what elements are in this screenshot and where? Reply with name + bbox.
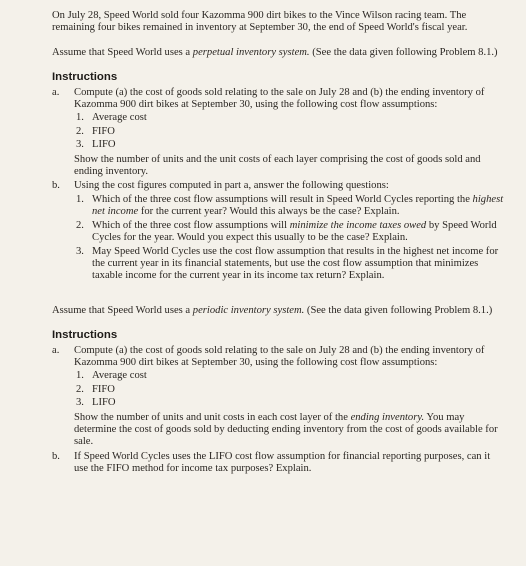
- question-note: [74, 412, 506, 449]
- intro-text: On July 28, Speed World sold four Kazomma 900 dirt bikes to the Vince Wilson racing team. The remaining four bikes remained in inventory at September 30, the end of Speed World's fiscal year.: [52, 10, 468, 34]
- question-text: If Speed World Cycles uses the LIFO cost flow assumption for financial reporting purposes, can it use the FIFO method for income tax purposes? Explain.: [74, 450, 491, 475]
- list-emphasis: highest net income: [92, 193, 504, 218]
- assumption-emphasis: periodic inventory system.: [192, 304, 305, 316]
- list-item: [74, 126, 506, 138]
- question-note: Show the number of units and the unit costs of each layer comprising the cost of goods sold and ending inventory.: [74, 153, 481, 178]
- assumption-text-end: (See the data given following Problem 8.1.): [309, 46, 498, 58]
- list-text: Which of the three cost flow assumptions will result in Speed World Cycles reporting the: [92, 193, 473, 205]
- list-item: [74, 246, 506, 283]
- question-label: a.: [52, 344, 60, 356]
- list-text: LIFO: [92, 397, 116, 409]
- question-text: Compute (a) the cost of goods sold relating to the sale on July 28 and (b) the ending inventory of Kazomma 900 dirt bikes at September 30, using the following cost flow assumptions:: [74, 344, 485, 368]
- list-text: May Speed World Cycles use the cost flow assumption that results in the highest net income for the current year in its financial statements, but use the cost flow assumption that minimizes taxable income for the current year in its income tax return? Explain.: [92, 245, 499, 282]
- part2-question-a: [52, 345, 506, 449]
- list-number: 1.: [76, 370, 84, 382]
- question-label: b.: [52, 450, 60, 462]
- list-number: 2.: [76, 219, 84, 231]
- list-text: by Speed World Cycles for the year. Would you expect this usually to be the case? Explain.: [92, 219, 497, 244]
- list-item: [74, 220, 506, 245]
- list-item: [74, 139, 506, 151]
- list-number: 2.: [76, 125, 84, 137]
- instructions-heading-1: Instructions: [52, 71, 118, 84]
- list-number: 1.: [76, 112, 84, 124]
- intro-paragraph: [52, 10, 506, 35]
- question-label: b.: [52, 180, 60, 192]
- part1-question-a: [52, 87, 506, 179]
- list-text: Average cost: [92, 112, 147, 124]
- periodic-assumption-paragraph: [52, 305, 506, 317]
- part2-question-b: [52, 451, 506, 476]
- list-number: 3.: [76, 139, 84, 151]
- list-text: FIFO: [92, 383, 115, 395]
- list-text: FIFO: [92, 125, 115, 137]
- list-item: [74, 384, 506, 396]
- list-item: [74, 370, 506, 382]
- list-item: [74, 112, 506, 124]
- assumption-text-end: (See the data given following Problem 8.1.): [304, 304, 493, 316]
- part1-question-b: [52, 180, 506, 282]
- list-text: Which of the three cost flow assumptions will: [92, 219, 290, 231]
- question-label: a.: [52, 86, 60, 98]
- list-text: for the current year? Would this always be the case? Explain.: [138, 206, 400, 218]
- assumption-paragraph: [52, 47, 506, 59]
- question-text: Using the cost figures computed in part a, answer the following questions:: [74, 180, 389, 192]
- list-number: 1.: [76, 193, 84, 205]
- list-number: 2.: [76, 383, 84, 395]
- list-text: LIFO: [92, 139, 116, 151]
- list-number: 3.: [76, 245, 84, 257]
- note-text: Show the number of units and unit costs in each cost layer of the: [74, 411, 351, 423]
- list-number: 3.: [76, 397, 84, 409]
- assumption-emphasis: perpetual inventory system.: [192, 46, 310, 58]
- assumption-text-start: Assume that Speed World uses a: [52, 304, 193, 316]
- list-text: Average cost: [92, 370, 147, 382]
- question-text: Compute (a) the cost of goods sold relating to the sale on July 28 and (b) the ending inventory of Kazomma 900 dirt bikes at September 30, using the following cost flow assumptions:: [74, 86, 485, 111]
- note-text: You may determine the cost of goods sold by deducting ending inventory from the cost of goods available for sale.: [74, 411, 498, 448]
- instructions-heading-2: Instructions: [52, 329, 118, 342]
- list-emphasis: minimize the income taxes owed: [289, 219, 427, 231]
- list-item: [74, 397, 506, 409]
- assumption-text-start: Assume that Speed World uses a: [52, 46, 193, 58]
- list-item: [74, 194, 506, 219]
- note-emphasis: ending inventory.: [350, 411, 425, 423]
